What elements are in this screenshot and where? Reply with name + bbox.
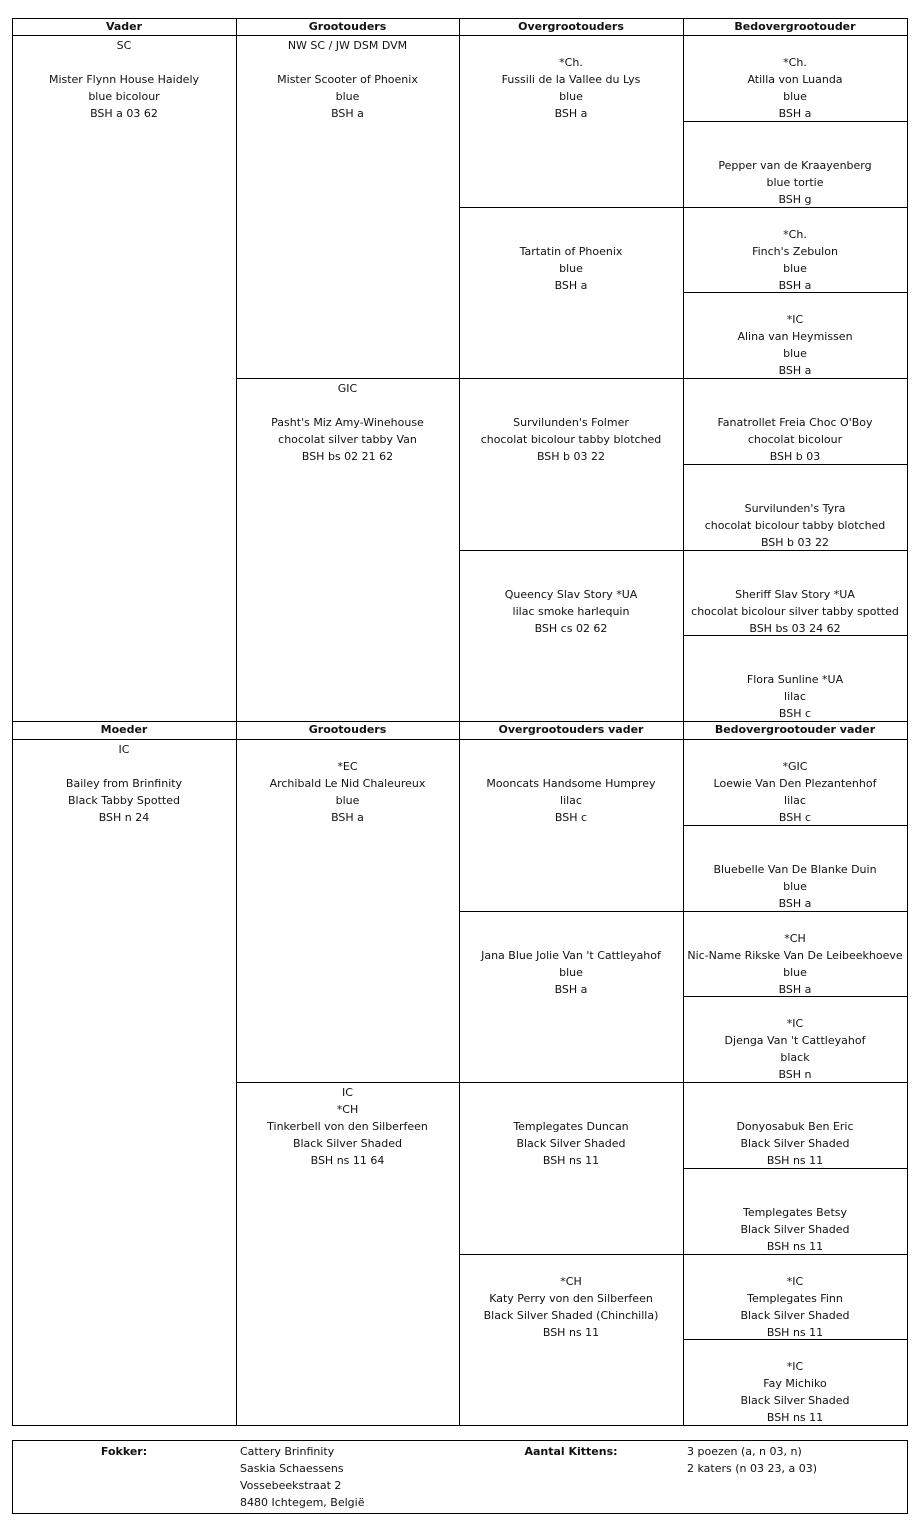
cell-line: Black Silver Shaded <box>740 1308 850 1322</box>
cell-line <box>683 998 907 1015</box>
cell-line: *CH <box>784 931 806 945</box>
cell-line <box>459 209 683 226</box>
cell-line <box>12 54 236 71</box>
cell-line: BSH a <box>778 982 812 996</box>
cell-line <box>12 758 236 775</box>
great-grandparent-cell <box>459 378 683 550</box>
cell-line <box>683 637 907 654</box>
column-line <box>907 18 908 722</box>
cell-line <box>683 1084 907 1101</box>
cell-line: *CH <box>336 1103 359 1116</box>
cell-line: Templegates Betsy <box>742 1205 848 1219</box>
great-great-grandparent-cell <box>683 35 907 121</box>
row-line <box>683 292 907 293</box>
cell-line <box>459 1084 683 1101</box>
cell-line <box>683 913 907 930</box>
great-grandparent-cell <box>459 911 683 1083</box>
row-line <box>683 550 907 551</box>
cell-line: BSH c <box>778 811 812 824</box>
cell-line: blue bicolour <box>88 90 160 103</box>
row-line <box>683 207 907 208</box>
cell-line <box>683 654 907 671</box>
cell-line <box>683 294 907 311</box>
cell-line: Black Silver Shaded <box>740 1394 850 1408</box>
cell-line: black <box>780 1051 810 1065</box>
cell-line: BSH a <box>331 107 364 120</box>
cell-line: BSH bs 03 24 62 <box>749 621 841 635</box>
cell-line: BSH a <box>554 982 588 996</box>
cell-line <box>683 466 907 483</box>
cell-line: Templegates Duncan <box>513 1120 629 1133</box>
grandparent-cell <box>236 378 459 721</box>
cell-line: Black Silver Shaded <box>740 1222 850 1236</box>
cell-line: Black Silver Shaded (Chinchilla) <box>483 1308 659 1322</box>
cell-line <box>683 1170 907 1187</box>
cell-line: Black Silver Shaded <box>516 1137 626 1150</box>
cell-line: BSH ns 11 <box>766 1154 824 1167</box>
column-line <box>236 18 237 722</box>
great-great-grandparent-cell <box>683 378 907 464</box>
cell-line: Survilunden's Folmer <box>513 416 629 429</box>
cell-line: chocolat bicolour silver tabby spotted <box>691 604 899 618</box>
cell-line: Atilla von Luanda <box>747 73 843 86</box>
cell-line: *Ch. <box>559 56 583 69</box>
row-line <box>683 1254 907 1255</box>
grandparent-cell <box>236 739 459 1082</box>
cell-line <box>459 913 683 930</box>
cell-line: IC <box>342 1086 353 1099</box>
cell-line: GIC <box>337 382 358 395</box>
great-grandparent-cell <box>459 1254 683 1426</box>
footer-line <box>907 1440 908 1514</box>
cell-line: blue <box>559 965 583 979</box>
great-great-grandparent-cell <box>683 1168 907 1254</box>
cell-line: Nic-Name Rikske Van De Leibeekhoeve <box>687 948 903 962</box>
cell-line: BSH c <box>554 811 588 824</box>
cell-line: *EC <box>337 760 358 773</box>
cell-line: *Ch. <box>783 227 807 241</box>
cell-line: Finch's Zebulon <box>752 244 838 258</box>
cell-line <box>683 827 907 844</box>
cell-line: BSH c <box>778 707 812 721</box>
cell-line: Sheriff Slav Story *UA <box>735 587 855 601</box>
great-great-grandparent-cell <box>683 911 907 997</box>
parent-cell <box>12 739 236 1425</box>
great-great-grandparent-cell <box>683 1082 907 1168</box>
grandparent-cell <box>236 1082 459 1425</box>
cell-line: BSH a 03 62 <box>90 107 158 120</box>
cell-line <box>459 930 683 947</box>
cell-line: Katy Perry von den Silberfeen <box>489 1291 653 1305</box>
cell-line: Bluebelle Van De Blanke Duin <box>713 862 877 876</box>
cell-line <box>236 397 459 414</box>
great-great-grandparents-header: Bedovergrootouder vader <box>714 723 876 736</box>
cell-line: BSH a <box>778 278 812 292</box>
cell-line: BSH ns 11 <box>542 1325 600 1339</box>
column-line <box>683 18 684 722</box>
cell-line: Archibald Le Nid Chaleureux <box>269 777 426 790</box>
cell-line: blue <box>335 794 360 807</box>
cell-line <box>459 226 683 243</box>
great-great-grandparent-cell <box>683 207 907 293</box>
cell-line <box>459 397 683 414</box>
cell-line: *IC <box>786 313 804 327</box>
great-grandparents-header: Overgrootouders vader <box>498 723 644 736</box>
cell-line: blue <box>783 347 807 361</box>
cell-line: lilac <box>560 794 582 807</box>
cell-line: BSH a <box>778 364 812 378</box>
cell-line: BSH ns 11 <box>542 1154 600 1167</box>
cell-line: Tartatin of Phoenix <box>519 244 623 258</box>
column-line <box>12 18 13 722</box>
footer-line <box>12 1513 907 1514</box>
cell-line: chocolat silver tabby Van <box>278 433 417 446</box>
cell-line: Fanatrollet Freia Choc O'Boy <box>717 416 873 429</box>
great-great-grandparent-cell <box>683 635 907 721</box>
breeder-label: Fokker: <box>100 1445 148 1458</box>
column-line <box>907 721 908 1426</box>
cell-line: *IC <box>786 1360 804 1374</box>
great-great-grandparent-cell <box>683 1254 907 1340</box>
column-line <box>459 721 460 1426</box>
grandparents-header: Grootouders <box>308 723 387 736</box>
cell-line: Survilunden's Tyra <box>744 501 846 515</box>
cell-line: *IC <box>786 1017 804 1031</box>
great-great-grandparent-cell <box>683 121 907 207</box>
kittens-line: 3 poezen (a, n 03, n) <box>687 1445 802 1458</box>
cell-line: SC <box>116 39 132 52</box>
cell-line <box>459 1256 683 1273</box>
cell-line: BSH ns 11 <box>766 1411 824 1425</box>
breeder-line: Saskia Schaessens <box>240 1462 344 1475</box>
row-line <box>683 1339 907 1340</box>
great-grandparent-cell <box>459 550 683 722</box>
cell-line <box>683 483 907 500</box>
cell-line: Flora Sunline *UA <box>746 673 844 687</box>
cell-line: blue <box>335 90 360 103</box>
cell-line: blue <box>783 965 807 979</box>
breeder-line: Cattery Brinfinity <box>240 1445 335 1458</box>
cell-line: blue tortie <box>766 175 824 189</box>
kittens-counts <box>687 1443 902 1483</box>
cell-line: Black Silver Shaded <box>740 1137 850 1150</box>
row-line <box>683 378 907 379</box>
great-great-grandparent-cell <box>683 739 907 825</box>
cell-line <box>683 380 907 397</box>
cell-line: chocolat bicolour tabby blotched <box>704 518 886 532</box>
great-grandparent-cell <box>459 1082 683 1254</box>
cell-line: BSH a <box>331 811 364 824</box>
cell-line: Black Tabby Spotted <box>68 794 180 807</box>
cell-line <box>683 397 907 414</box>
cell-line: BSH g <box>778 192 812 206</box>
cell-line: Mister Flynn House Haidely <box>48 73 200 86</box>
cell-line: BSH n <box>778 1068 812 1082</box>
cell-line: BSH ns 11 <box>766 1325 824 1339</box>
cell-line <box>683 844 907 861</box>
cell-line: Mooncats Handsome Humprey <box>486 777 656 790</box>
cell-line: Mister Scooter of Phoenix <box>277 73 418 86</box>
cell-line: lilac <box>784 690 806 704</box>
great-great-grandparent-cell <box>683 550 907 636</box>
cell-line <box>683 1187 907 1204</box>
grandparents-header: Grootouders <box>308 20 387 33</box>
great-great-grandparent-cell <box>683 825 907 911</box>
cell-line: Donyosabuk Ben Eric <box>736 1120 854 1133</box>
breeder-address <box>240 1443 460 1513</box>
cell-line <box>459 552 683 569</box>
row-line <box>683 464 907 465</box>
cell-line: *CH <box>560 1274 582 1288</box>
cell-line: blue <box>783 879 807 893</box>
cell-line: Jana Blue Jolie Van 't Cattleyahof <box>481 948 661 962</box>
cell-line: BSH a <box>778 896 812 910</box>
cell-line <box>459 1101 683 1118</box>
cell-line: Djenga Van 't Cattleyahof <box>724 1034 866 1048</box>
cell-line: BSH a <box>778 107 812 120</box>
cell-line <box>683 37 907 54</box>
parent-header: Moeder <box>100 723 148 736</box>
footer-line <box>12 1440 907 1441</box>
cell-line <box>459 758 683 775</box>
great-grandparent-cell <box>459 35 683 207</box>
great-great-grandparent-cell <box>683 292 907 378</box>
parent-header: Vader <box>105 20 143 33</box>
cell-line <box>683 1341 907 1358</box>
row-line <box>683 996 907 997</box>
great-grandparent-cell <box>459 207 683 379</box>
breeder-line: 8480 Ichtegem, België <box>240 1496 365 1509</box>
cell-line: blue <box>559 90 583 103</box>
cell-line: Fussili de la Vallee du Lys <box>501 73 641 86</box>
cell-line <box>459 741 683 758</box>
cell-line: chocolat bicolour tabby blotched <box>480 433 662 446</box>
cell-line: BSH a <box>554 278 588 292</box>
cell-line: Pepper van de Kraayenberg <box>718 158 872 172</box>
cell-line: blue <box>783 90 807 103</box>
cell-line: Templegates Finn <box>747 1291 843 1305</box>
cell-line: blue <box>783 261 807 275</box>
row-line <box>683 121 907 122</box>
row-line <box>683 911 907 912</box>
cell-line: *GIC <box>782 760 808 773</box>
column-line <box>236 721 237 1426</box>
great-grandparent-cell <box>459 739 683 911</box>
grandparent-cell <box>236 35 459 378</box>
cell-line: BSH b 03 22 <box>760 535 830 549</box>
cell-line: Queency Slav Story *UA <box>504 587 638 601</box>
great-great-grandparent-cell <box>683 996 907 1082</box>
cell-line: BSH b 03 <box>769 450 821 463</box>
cell-line: BSH b 03 22 <box>536 450 606 463</box>
cell-line: blue <box>559 261 583 275</box>
cell-line: BSH bs 02 21 62 <box>301 450 394 463</box>
kittens-label: Aantal Kittens: <box>524 1445 618 1458</box>
cell-line: IC <box>118 743 130 756</box>
cell-line: lilac smoke harlequin <box>512 604 630 618</box>
cell-line: BSH n 24 <box>98 811 150 824</box>
row-line <box>683 635 907 636</box>
cell-line <box>683 1256 907 1273</box>
cell-line: Alina van Heymissen <box>737 330 853 344</box>
column-line <box>683 721 684 1426</box>
cell-line: Black Silver Shaded <box>292 1137 403 1150</box>
cell-line <box>683 140 907 157</box>
cell-line: Fay Michiko <box>763 1377 827 1391</box>
breeder-line: Vossebeekstraat 2 <box>240 1479 342 1492</box>
cell-line <box>683 123 907 140</box>
great-great-grandparent-cell <box>683 1339 907 1425</box>
great-great-grandparent-cell <box>683 464 907 550</box>
cell-line: Bailey from Brinfinity <box>65 777 183 790</box>
cell-line: NW SC / JW DSM DVM <box>287 39 408 52</box>
row-line <box>683 825 907 826</box>
cell-line: BSH ns 11 <box>766 1239 824 1253</box>
cell-line: *Ch. <box>783 56 807 69</box>
cell-line <box>459 37 683 54</box>
cell-line: chocolat bicolour <box>747 433 843 446</box>
cell-line: *IC <box>786 1274 804 1288</box>
parent-cell <box>12 35 236 721</box>
cell-line: Pasht's Miz Amy-Winehouse <box>271 416 424 429</box>
cell-line: BSH a <box>554 107 588 120</box>
cell-line <box>683 1101 907 1118</box>
cell-line <box>683 552 907 569</box>
cell-line <box>236 741 459 758</box>
column-line <box>12 721 13 1426</box>
row-line <box>683 1082 907 1083</box>
cell-line <box>683 741 907 758</box>
cell-line: Tinkerbell von den Silberfeen <box>267 1120 428 1133</box>
column-line <box>459 18 460 722</box>
cell-line <box>459 569 683 586</box>
row-line <box>683 1168 907 1169</box>
cell-line: BSH cs 02 62 <box>534 621 608 635</box>
cell-line: BSH ns 11 64 <box>310 1154 385 1167</box>
cell-line <box>236 54 459 71</box>
cell-line <box>683 209 907 226</box>
great-grandparents-header: Overgrootouders <box>518 20 624 33</box>
cell-line <box>459 380 683 397</box>
great-great-grandparents-header: Bedovergrootouder <box>734 20 856 33</box>
kittens-line: 2 katers (n 03 23, a 03) <box>687 1462 818 1475</box>
cell-line: Loewie Van Den Plezantenhof <box>713 777 877 790</box>
cell-line <box>683 569 907 586</box>
table-bottom-line <box>12 1425 907 1426</box>
cell-line: lilac <box>784 794 806 807</box>
